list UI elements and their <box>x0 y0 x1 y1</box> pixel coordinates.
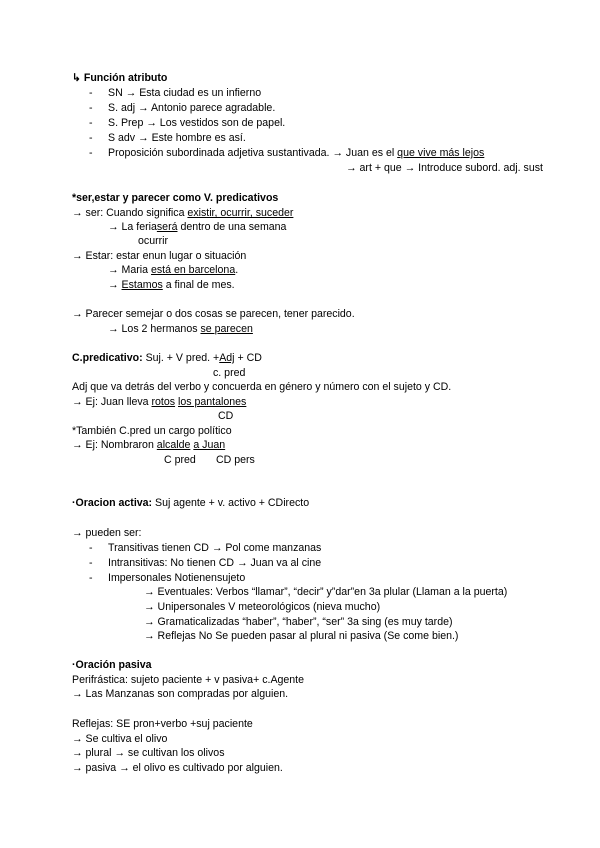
bullet-dash: - <box>89 117 93 129</box>
underlined-text: existir, ocurrir, suceder <box>187 207 294 219</box>
section-oracion-pasiva-title: ·Oración pasiva <box>72 659 152 671</box>
line-example: → Las Manzanas son compradas por alguien. <box>72 688 289 700</box>
underlined-text: será <box>156 221 178 233</box>
line-reflejas: Reflejas: SE pron+verbo +suj paciente <box>72 718 253 730</box>
list-item: Proposición subordinada adjetiva sustantivada. → Juan es el que vive más lejos <box>108 147 485 159</box>
line-maria: → Maria está en barcelona. <box>108 264 239 276</box>
section-funcion-atributo-title: ↳ Función atributo <box>72 72 168 84</box>
underlined-text: se parecen <box>200 323 253 335</box>
annotation-cd-pers: CD pers <box>216 454 255 466</box>
line-perifrastica: Perifrástica: sujeto paciente + v pasiva+ c.Agente <box>72 674 305 686</box>
list-item: S adv → Este hombre es así. <box>108 132 246 144</box>
line-example-1: → Ej: Juan lleva rotos los pantalones <box>72 396 247 408</box>
bullet-dash: - <box>89 132 93 144</box>
underlined-text: a Juan <box>193 439 226 451</box>
sub-list-item: → Eventuales: Verbos “llamar”, “decir” y”dar”en 3a plular (Llaman a la puerta) <box>144 586 508 598</box>
list-item: S. adj → Antonio parece agradable. <box>108 102 276 114</box>
sub-list-item: → Reflejas No Se pueden pasar al plural ni pasiva (Se come bien.) <box>144 630 459 642</box>
section-cpredicativo-title: C.predicativo: Suj. + V pred. +Adj + CD <box>72 352 262 364</box>
bullet-dash: - <box>89 542 93 554</box>
section-ser-estar-title: *ser,estar y parecer como V. predicativos <box>72 192 279 204</box>
underlined-text: Adj <box>219 352 235 364</box>
underlined-text: Estamos <box>121 279 163 291</box>
underlined-text: rotos <box>151 396 176 408</box>
sub-list-item: → Gramaticalizadas “haber”, “haber”, “ser” 3a sing (es muy tarde) <box>144 616 453 628</box>
bullet-dash: - <box>89 102 93 114</box>
list-item: Transitivas tienen CD → Pol come manzanas <box>108 542 322 554</box>
bullet-dash: - <box>89 147 93 159</box>
bullet-dash: - <box>89 572 93 584</box>
line-parecer: → Parecer semejar o dos cosas se parecen, tener parecido. <box>72 308 355 320</box>
return-arrow-icon: ↳ <box>72 72 81 84</box>
underlined-text: alcalde <box>156 439 191 451</box>
underlined-text: está en barcelona <box>150 264 236 276</box>
annotation-cd: CD <box>218 410 234 422</box>
line-estamos: → Estamos a final de mes. <box>108 279 235 291</box>
line-reflejas-2: → plural → se cultivan los olivos <box>72 747 225 759</box>
bullet-dash: - <box>89 557 93 569</box>
line-example-2: → Ej: Nombraron alcalde a Juan <box>72 439 226 451</box>
underlined-text: los pantalones <box>178 396 247 408</box>
bullet-dash: - <box>89 87 93 99</box>
annotation-c-pred-2: C pred <box>164 454 196 466</box>
line-reflejas-1: → Se cultiva el olivo <box>72 733 168 745</box>
line-reflejas-3: → pasiva → el olivo es cultivado por alguien. <box>72 762 283 774</box>
annotation-c-pred: c. pred <box>213 367 246 379</box>
line-hermanos: → Los 2 hermanos se parecen <box>108 323 253 335</box>
line-ocurrir: ocurrir <box>138 235 169 247</box>
list-item: S. Prep → Los vestidos son de papel. <box>108 117 286 129</box>
list-item-note: → art + que → Introduce subord. adj. sust <box>346 162 543 174</box>
sub-list-item: → Unipersonales V meteorológicos (nieva mucho) <box>144 601 381 613</box>
line-estar: → Estar: estar enun lugar o situación <box>72 250 247 262</box>
list-item: Intransitivas: No tienen CD → Juan va al cine <box>108 557 322 569</box>
line-ser: → ser: Cuando significa existir, ocurrir, suceder <box>72 207 294 219</box>
line-tambien: *También C.pred un cargo político <box>72 425 232 437</box>
list-item: Impersonales Notienensujeto <box>108 572 246 584</box>
underlined-text: que vive más lejos <box>397 147 485 159</box>
line-feria: → La feriaserá dentro de una semana <box>108 221 287 233</box>
section-oracion-activa-title: ·Oracion activa: Suj agente + v. activo + CDirecto <box>72 497 310 509</box>
line-pueden-ser: → pueden ser: <box>72 527 142 539</box>
line-definition: Adj que va detrás del verbo y concuerda en género y número con el sujeto y CD. <box>72 381 452 393</box>
list-item: SN → Esta ciudad es un infierno <box>108 87 262 99</box>
